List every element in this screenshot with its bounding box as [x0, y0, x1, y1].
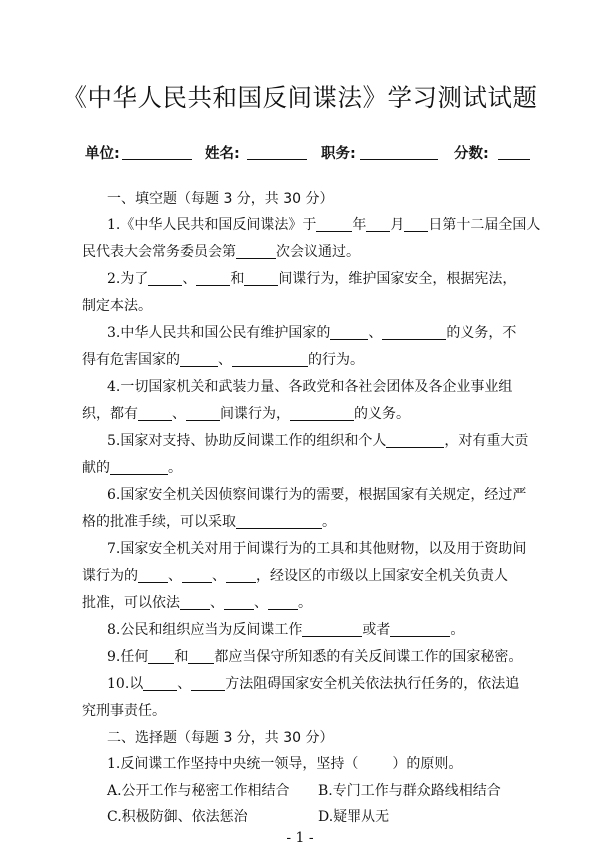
choice-question-1: 1.反间谍工作坚持中央统一领导，坚持（ ）的原则。: [107, 756, 463, 772]
answer-blank[interactable]: [148, 648, 174, 664]
answer-blank[interactable]: [382, 324, 446, 340]
question-7-line-2: 谍行为的 、 、 ，经设区的市级以上国家安全机关负责人: [82, 568, 508, 584]
section1-heading: 一、填空题（每题 3 分，共 30 分）: [107, 191, 334, 207]
question-5-line-1: 5.国家对支持、协助反间谍工作的组织和个人 ，对有重大贡: [107, 433, 529, 449]
name-label: 姓名:: [205, 146, 240, 162]
answer-blank[interactable]: [232, 351, 308, 367]
question-2-line-1: 2.为了 、 和 间谍行为，维护国家安全，根据宪法，: [107, 271, 517, 287]
answer-blank[interactable]: [196, 270, 230, 286]
answer-blank[interactable]: [138, 405, 172, 421]
question-1-line-2: 民代表大会常务委员会第 次会议通过。: [82, 244, 360, 260]
answer-blank[interactable]: [386, 432, 444, 448]
question-4-line-1: 4.一切国家机关和武装力量、各政党和各社会团体及各企业事业组: [107, 379, 513, 395]
section2-heading: 二、选择题（每题 3 分，共 30 分）: [107, 730, 334, 746]
name-blank[interactable]: [247, 159, 307, 160]
answer-blank[interactable]: [290, 405, 354, 421]
answer-blank[interactable]: [226, 567, 256, 583]
position-label: 职务:: [321, 146, 356, 162]
choice-option-c[interactable]: C.积极防御、依法惩治: [107, 809, 248, 825]
question-3-line-1: 3.中华人民共和国公民有维护国家的 、 的义务，不: [107, 325, 517, 341]
document-title: 《中华人民共和国反间谍法》学习测试试题: [62, 83, 538, 112]
answer-blank[interactable]: [330, 324, 368, 340]
answer-blank[interactable]: [191, 675, 225, 691]
question-1-line-1: 1.《中华人民共和国反间谍法》于 年 月 日第十二届全国人: [107, 217, 541, 233]
answer-blank[interactable]: [110, 459, 168, 475]
question-3-line-2: 得有危害国家的 、 的行为。: [82, 352, 364, 368]
answer-blank[interactable]: [180, 351, 218, 367]
position-blank[interactable]: [360, 159, 438, 160]
question-2-line-2: 制定本法。: [82, 298, 152, 314]
question-9: 9.任何 和 都应当保守所知悉的有关反间谍工作的国家秘密。: [107, 649, 523, 665]
unit-label: 单位:: [85, 146, 120, 162]
unit-blank[interactable]: [122, 159, 192, 160]
choice-option-a[interactable]: A.公开工作与秘密工作相结合: [107, 783, 290, 799]
answer-blank[interactable]: [180, 594, 210, 610]
question-8: 8.公民和组织应当为反间谍工作 或者 。: [107, 622, 465, 638]
score-label: 分数:: [454, 146, 489, 162]
question-7-line-3: 批准，可以依法 、 、 。: [82, 595, 312, 611]
question-7-line-1: 7.国家安全机关对用于间谍行为的工具和其他财物，以及用于资助间: [107, 541, 527, 557]
answer-blank[interactable]: [148, 270, 182, 286]
page-number: - 1 -: [286, 830, 314, 846]
score-blank[interactable]: [498, 159, 530, 160]
answer-blank[interactable]: [244, 270, 278, 286]
question-4-line-2: 织，都有 、 间谍行为， 的义务。: [82, 406, 410, 422]
info-row: [85, 142, 535, 164]
answer-blank[interactable]: [236, 513, 322, 529]
answer-blank[interactable]: [404, 216, 428, 232]
question-10-line-1: 10.以 、 方法阻碍国家安全机关依法执行任务的，依法追: [107, 676, 520, 692]
choice-option-d[interactable]: D.疑罪从无: [318, 809, 390, 825]
answer-blank[interactable]: [366, 216, 390, 232]
answer-blank[interactable]: [182, 567, 212, 583]
answer-blank[interactable]: [236, 243, 276, 259]
answer-blank[interactable]: [138, 567, 168, 583]
question-5-line-2: 献的 。: [82, 460, 182, 476]
question-10-line-2: 究刑事责任。: [82, 703, 166, 719]
answer-blank[interactable]: [188, 648, 214, 664]
answer-blank[interactable]: [224, 594, 254, 610]
answer-blank[interactable]: [186, 405, 220, 421]
answer-blank[interactable]: [390, 621, 450, 637]
answer-blank[interactable]: [302, 621, 362, 637]
choice-option-b[interactable]: B.专门工作与群众路线相结合: [318, 783, 501, 799]
answer-blank[interactable]: [268, 594, 298, 610]
question-6-line-1: 6.国家安全机关因侦察间谍行为的需要，根据国家有关规定，经过严: [107, 487, 527, 503]
answer-blank[interactable]: [316, 216, 352, 232]
answer-blank[interactable]: [143, 675, 177, 691]
question-6-line-2: 格的批准手续，可以采取 。: [82, 514, 336, 530]
